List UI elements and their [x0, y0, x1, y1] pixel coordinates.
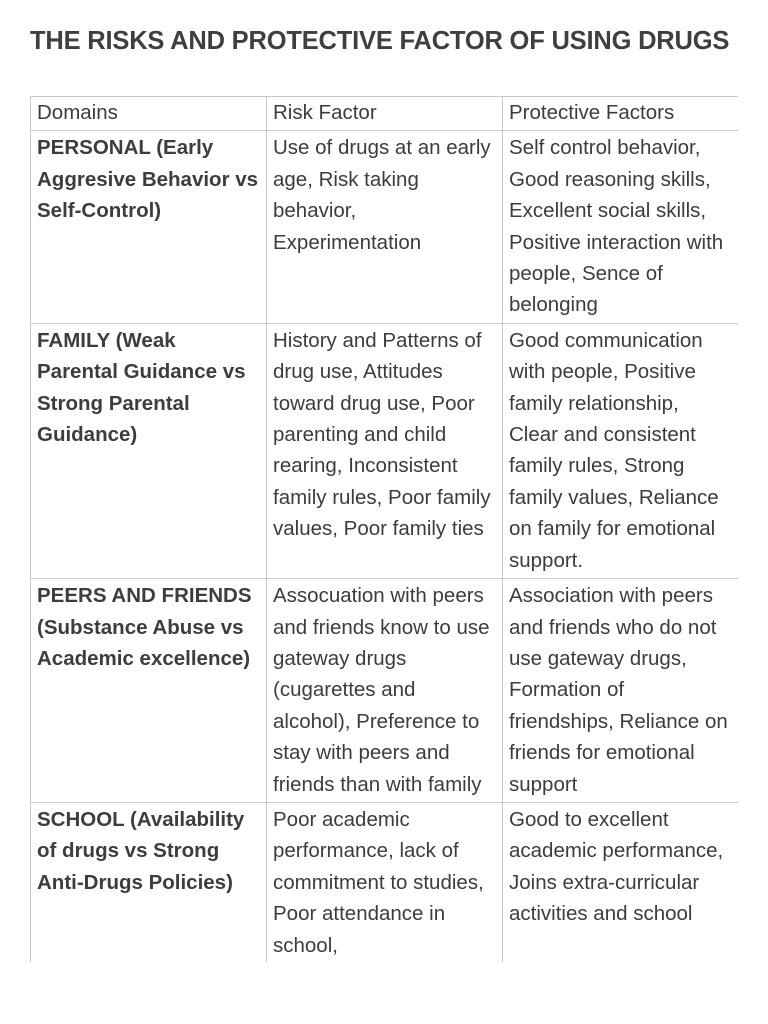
protective-cell: Good communication with people, Positive family relationship, Clear and consistent family rules, Strong family values, Reliance on family for emotional support. — [503, 323, 739, 578]
header-risk-factor: Risk Factor — [267, 97, 503, 131]
risk-cell: Poor academic performance, lack of commitment to studies, Poor attendance in school, — [267, 802, 503, 962]
table-row — [31, 802, 739, 962]
table-row — [31, 323, 739, 578]
table-row — [31, 579, 739, 803]
risk-factors-table — [30, 96, 738, 962]
risk-factors-table-container — [30, 96, 738, 962]
table-header-row — [31, 97, 739, 131]
header-protective-factors: Protective Factors — [503, 97, 739, 131]
risk-cell: History and Patterns of drug use, Attitudes toward drug use, Poor parenting and child rearing, Inconsistent family rules, Poor family values, Poor family ties — [267, 323, 503, 578]
page-title: THE RISKS AND PROTECTIVE FACTOR OF USING DRUGS — [30, 27, 730, 55]
domain-cell: PERSONAL (Early Aggresive Behavior vs Self-Control) — [31, 131, 267, 323]
risk-cell: Assocuation with peers and friends know to use gateway drugs (cugarettes and alcohol), Preference to stay with peers and friends than with family — [267, 579, 503, 803]
protective-cell: Association with peers and friends who do not use gateway drugs, Formation of friendships, Reliance on friends for emotional support — [503, 579, 739, 803]
risk-cell: Use of drugs at an early age, Risk taking behavior, Experimentation — [267, 131, 503, 323]
domain-cell: PEERS AND FRIENDS (Substance Abuse vs Academic excellence) — [31, 579, 267, 803]
domain-cell: FAMILY (Weak Parental Guidance vs Strong Parental Guidance) — [31, 323, 267, 578]
table-row — [31, 131, 739, 323]
protective-cell: Good to excellent academic performance, Joins extra-curricular activities and school — [503, 802, 739, 962]
header-domains: Domains — [31, 97, 267, 131]
domain-cell: SCHOOL (Availability of drugs vs Strong Anti-Drugs Policies) — [31, 802, 267, 962]
protective-cell: Self control behavior, Good reasoning skills, Excellent social skills, Positive interaction with people, Sence of belonging — [503, 131, 739, 323]
